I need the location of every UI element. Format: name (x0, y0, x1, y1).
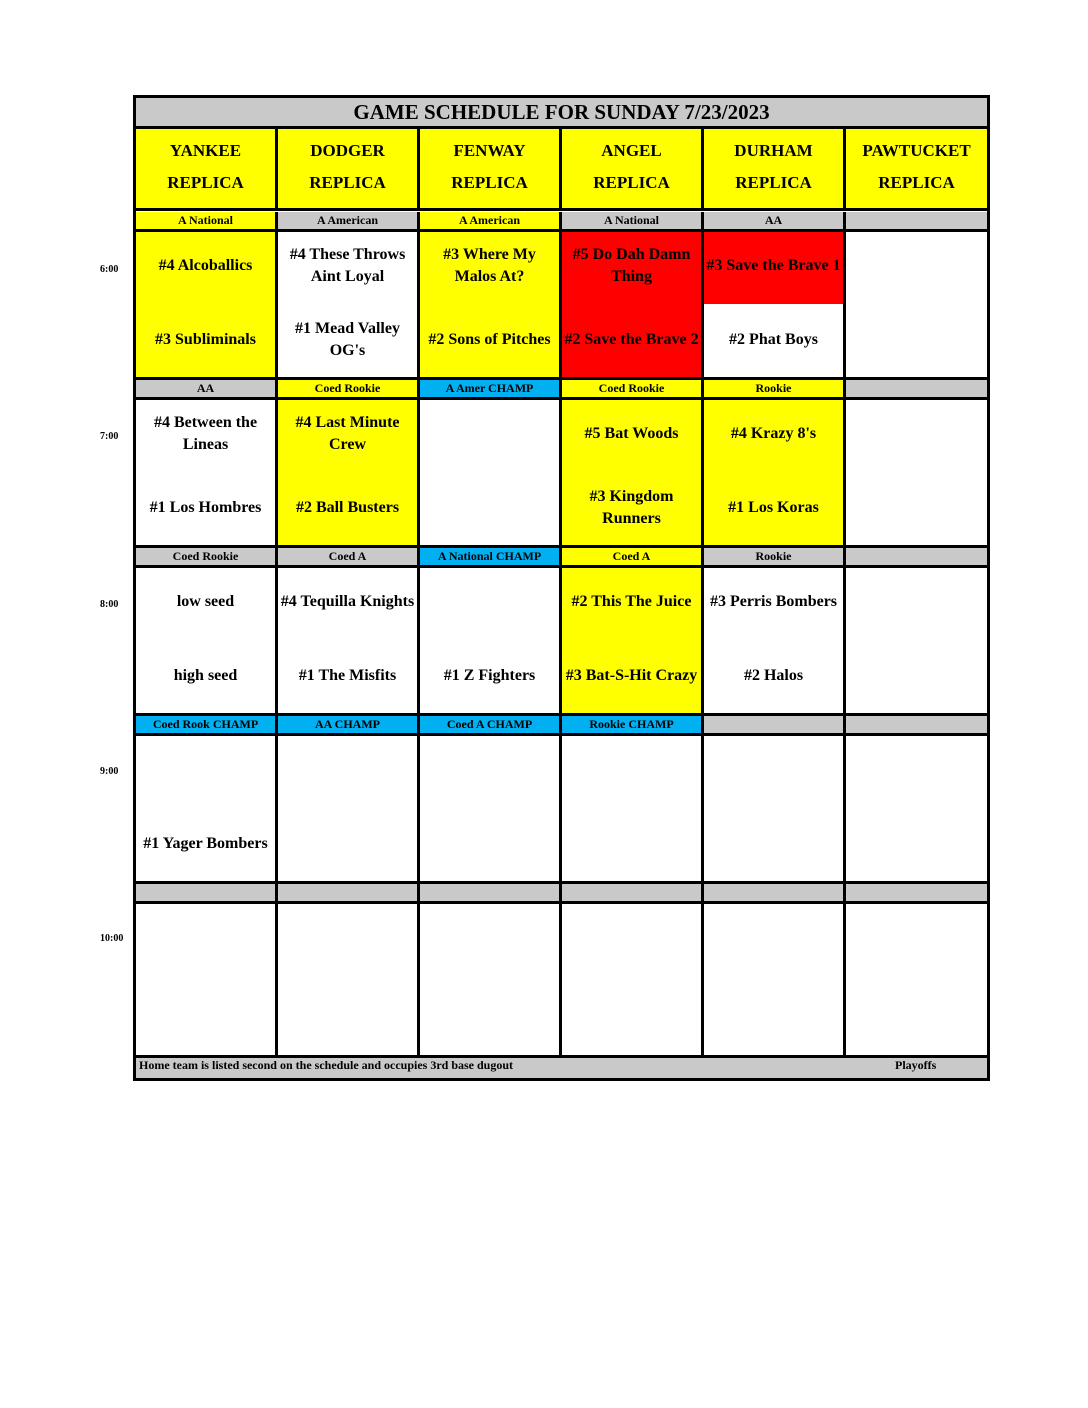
schedule-grid (133, 95, 990, 1081)
division-label (846, 548, 987, 568)
division-label: Coed Rook CHAMP (136, 716, 278, 736)
home-team: #3 Subliminals (155, 331, 256, 348)
game-cell (136, 736, 278, 884)
field-header (562, 129, 704, 211)
home-team: #1 Yager Bombers (143, 835, 268, 852)
division-label: A National (136, 212, 278, 232)
away-team (706, 915, 841, 961)
away-team: #5 Bat Woods (584, 425, 679, 442)
away-team (564, 747, 699, 793)
division-label: Coed Rookie (562, 380, 704, 400)
division-label: A American (278, 212, 420, 232)
division-label: Rookie (704, 380, 846, 400)
division-label (278, 884, 420, 904)
game-cell (136, 232, 278, 380)
division-label: AA (704, 212, 846, 232)
home-team (138, 989, 273, 1035)
away-team (422, 411, 557, 457)
division-label: AA (136, 380, 278, 400)
division-label (562, 884, 704, 904)
field-subtitle: REPLICA (451, 173, 528, 192)
home-team: #3 Bat-S-Hit Crazy (565, 667, 698, 684)
away-team: #4 Last Minute Crew (295, 414, 400, 453)
away-team (280, 915, 415, 961)
away-team (848, 411, 985, 457)
home-team: #1 Mead Valley OG's (295, 320, 400, 359)
division-label (846, 716, 987, 736)
division-label: A National (562, 212, 704, 232)
footer-note: Home team is listed second on the schedule and occupies 3rd base dugout (139, 1058, 514, 1072)
field-header (704, 129, 846, 211)
away-team (422, 747, 557, 793)
home-team: #1 Los Hombres (149, 499, 262, 516)
division-label (846, 884, 987, 904)
home-team (706, 989, 841, 1035)
game-cell (420, 400, 562, 548)
home-team: #3 Kingdom Runners (589, 488, 674, 527)
division-label: AA CHAMP (278, 716, 420, 736)
away-team (848, 915, 985, 961)
game-cell (562, 736, 704, 884)
home-team (422, 485, 557, 531)
field-name: PAWTUCKET (862, 141, 971, 160)
game-cell (278, 400, 420, 548)
away-team: #4 Between the Lineas (153, 414, 258, 453)
game-cell (562, 232, 704, 380)
home-team: #2 Phat Boys (729, 331, 818, 348)
away-team (848, 579, 985, 625)
field-subtitle: REPLICA (878, 173, 955, 192)
field-name: YANKEE (169, 141, 242, 160)
away-team: #4 Krazy 8's (730, 425, 817, 442)
home-team: high seed (173, 667, 238, 684)
away-team: #4 Tequilla Knights (280, 593, 415, 610)
away-team (422, 579, 557, 625)
away-team: low seed (176, 593, 235, 610)
away-team (422, 915, 557, 961)
time-label: 9:00 (100, 766, 119, 777)
game-cell (704, 736, 846, 884)
home-team (422, 989, 557, 1035)
game-cell (704, 904, 846, 1058)
division-label (136, 884, 278, 904)
time-column (0, 0, 134, 1408)
division-label: Rookie CHAMP (562, 716, 704, 736)
playoffs-label: Playoffs (895, 1058, 937, 1072)
away-team: #5 Do Dah Damn Thing (572, 246, 691, 285)
division-label: Coed A (562, 548, 704, 568)
division-label: Rookie (704, 548, 846, 568)
game-cell (562, 568, 704, 716)
time-label: 8:00 (100, 599, 119, 610)
away-team (848, 747, 985, 793)
home-team: #2 Sons of Pitches (428, 331, 551, 348)
division-label: Coed A CHAMP (420, 716, 562, 736)
time-label: 10:00 (100, 933, 124, 944)
game-cell (278, 568, 420, 716)
field-subtitle: REPLICA (593, 173, 670, 192)
division-label (846, 380, 987, 400)
away-team (138, 747, 273, 793)
game-cell (136, 400, 278, 548)
away-team (564, 915, 699, 961)
game-cell (846, 232, 987, 380)
game-cell (278, 232, 420, 380)
home-team (422, 821, 557, 867)
field-subtitle: REPLICA (167, 173, 244, 192)
home-team: #2 Save the Brave 2 (564, 331, 699, 348)
away-team (706, 747, 841, 793)
time-label: 6:00 (100, 264, 119, 275)
division-label (704, 884, 846, 904)
field-name: DURHAM (734, 141, 813, 160)
field-subtitle: REPLICA (735, 173, 812, 192)
home-team: #2 Ball Busters (295, 499, 400, 516)
home-team: #1 Los Koras (728, 499, 819, 516)
game-cell (846, 568, 987, 716)
division-label: Coed Rookie (278, 380, 420, 400)
home-team: #2 Halos (743, 667, 804, 684)
game-cell (420, 232, 562, 380)
field-header (278, 129, 420, 211)
game-cell (704, 232, 846, 380)
game-cell (704, 568, 846, 716)
home-team (564, 989, 699, 1035)
division-label: A Amer CHAMP (420, 380, 562, 400)
home-team (706, 821, 841, 867)
game-cell (136, 568, 278, 716)
game-cell (420, 904, 562, 1058)
home-team: #1 The Misfits (298, 667, 397, 684)
field-subtitle: REPLICA (309, 173, 386, 192)
field-name: DODGER (310, 141, 385, 160)
game-cell (136, 904, 278, 1058)
schedule-title: GAME SCHEDULE FOR SUNDAY 7/23/2023 (136, 98, 987, 129)
away-team: #4 Alcoballics (158, 257, 253, 274)
game-cell (562, 904, 704, 1058)
game-cell (846, 736, 987, 884)
home-team (280, 821, 415, 867)
away-team: #3 Where My Malos At? (443, 246, 536, 285)
division-label (846, 212, 987, 232)
division-label: A American (420, 212, 562, 232)
division-label (704, 716, 846, 736)
home-team (280, 989, 415, 1035)
game-cell (278, 904, 420, 1058)
division-label: A National CHAMP (420, 548, 562, 568)
field-header (136, 129, 278, 211)
away-team: #3 Save the Brave 1 (706, 257, 841, 274)
division-label: Coed A (278, 548, 420, 568)
game-cell (420, 736, 562, 884)
game-cell (846, 904, 987, 1058)
home-team (848, 317, 985, 363)
away-team (138, 915, 273, 961)
home-team (848, 653, 985, 699)
away-team: #3 Perris Bombers (709, 593, 838, 610)
home-team (848, 821, 985, 867)
away-team: #4 These Throws Aint Loyal (289, 246, 406, 285)
home-team (848, 989, 985, 1035)
home-team (848, 485, 985, 531)
game-cell (846, 400, 987, 548)
home-team (564, 821, 699, 867)
home-team: #1 Z Fighters (443, 667, 536, 684)
field-name: FENWAY (453, 141, 526, 160)
away-team: #2 This The Juice (571, 593, 692, 610)
field-header (420, 129, 562, 211)
away-team (848, 243, 985, 289)
game-cell (420, 568, 562, 716)
game-cell (278, 736, 420, 884)
game-cell (704, 400, 846, 548)
field-header (846, 129, 987, 211)
division-label (420, 884, 562, 904)
field-name: ANGEL (601, 141, 662, 160)
game-cell (562, 400, 704, 548)
away-team (280, 747, 415, 793)
time-label: 7:00 (100, 431, 119, 442)
division-label: Coed Rookie (136, 548, 278, 568)
